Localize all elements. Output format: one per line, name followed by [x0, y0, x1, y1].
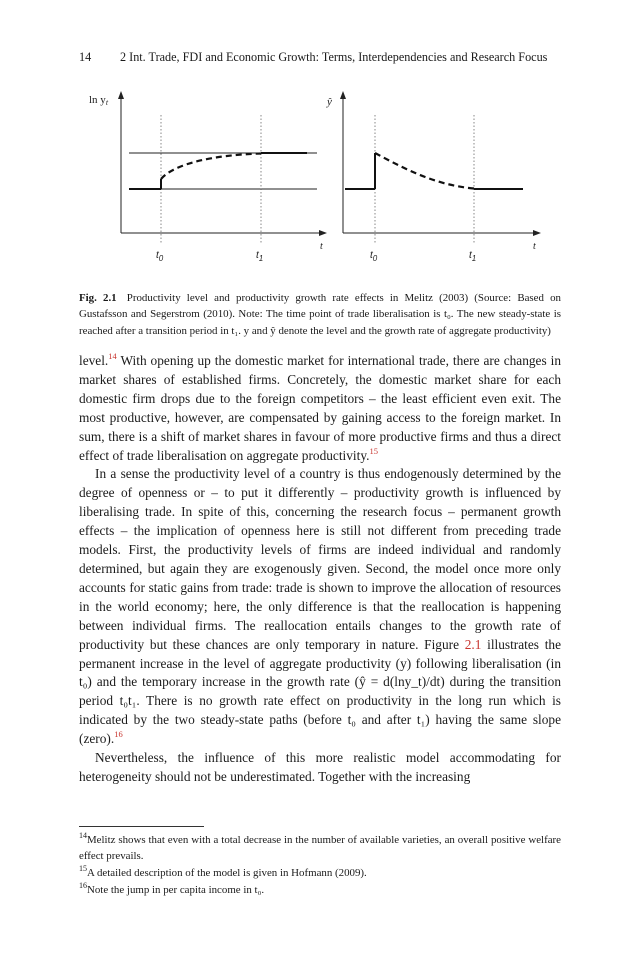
left-t0-label: $t_0$	[156, 250, 164, 263]
figure-svg	[75, 85, 565, 270]
paragraph-2	[79, 465, 561, 749]
left-y-arrow-icon	[118, 91, 124, 99]
footnote-15	[79, 865, 561, 881]
body-text	[79, 352, 561, 787]
footnote-num: 14	[79, 831, 87, 840]
right-t0-label: $t_0$	[370, 250, 378, 263]
figure-2-1	[75, 85, 565, 270]
running-title: 2 Int. Trade, FDI and Economic Growth: Terms, Interdependencies and Research Focus	[120, 50, 548, 64]
footnote-num: 15	[79, 864, 87, 873]
p1-text: With opening up the domestic market for international trade, there are changes in market shares of established firms. Concretely, the domestic market share for each domestic firm drops due to the foreign competitors – the least efficient even exit. The most productive, however, are compensated by gaining access to the foreign market. In sum, there is a shift of market shares in favour of more productive firms and thus a direct effect of trade liberalisation on aggregate productivity.	[79, 353, 561, 463]
left-x-label: t	[320, 241, 323, 252]
left-x-arrow-icon	[319, 230, 327, 236]
left-transition-path	[161, 154, 261, 180]
paragraph-3: Nevertheless, the influence of this more realistic model accommodating for heterogeneity should not be underestimated. Together with the increasing	[79, 750, 561, 784]
left-t1-label: $t_1$	[256, 250, 264, 263]
footnote-ref-14[interactable]: 14	[108, 351, 117, 361]
page-number: 14	[79, 50, 92, 64]
right-x-label: t	[533, 241, 536, 252]
footnotes	[79, 832, 561, 899]
footnote-ref-16[interactable]: 16	[114, 729, 123, 740]
right-t1-label: $t_1$	[469, 250, 477, 263]
footnote-14	[79, 832, 561, 864]
footnote-16	[79, 882, 561, 898]
right-transition-path	[375, 153, 474, 189]
figure-caption	[79, 290, 561, 339]
figure-ref-link[interactable]: 2.1	[464, 636, 482, 652]
right-x-arrow-icon	[533, 230, 541, 236]
figure-label: Fig. 2.1	[79, 292, 117, 304]
footnote-text: Note the jump in per capita income in t₀.	[87, 884, 265, 896]
p2-text-b: illustrates the permanent increase in the level of aggregate productivity (y) following liberalisation (in t₀) and the temporary increase in the growth rate (ŷ = d(lny_t)/dt) during the transition period t₀t₁. There is no growth rate effect on productivity in the long run which is indicated by the two steady-state paths (before t₀ and after t₁) having the same slope (zero).	[79, 636, 561, 747]
right-panel	[326, 91, 541, 263]
left-panel	[89, 91, 327, 263]
paragraph-1	[79, 352, 561, 465]
right-y-arrow-icon	[340, 91, 346, 99]
right-y-label: ŷ	[327, 96, 332, 108]
footnote-ref-15[interactable]: 15	[369, 445, 378, 456]
footnote-text: A detailed description of the model is given in Hofmann (2009).	[87, 867, 367, 879]
p1-start: level.	[79, 353, 109, 368]
footnote-num: 16	[79, 881, 87, 890]
caption-text: Productivity level and productivity growth rate effects in Melitz (2003) (Source: Based on Gustafsson and Segerstrom (2010). Note: The time point of trade liberalisation is t₀. The new steady-state is reached after a transition period in t₁. y and ŷ denote the level and the growth rate of aggregate productivity)	[79, 292, 561, 337]
footnote-rule	[79, 826, 204, 827]
left-y-label: ln yt	[89, 94, 109, 107]
footnote-text: Melitz shows that even with a total decrease in the number of available varieties, an overall positive welfare effect prevails.	[79, 834, 561, 862]
p2-text-a: In a sense the productivity level of a country is thus endogenously determined by the degree of openness or – to put it differently – productivity growth is influenced by liberalising trade. In spite of this, concerning the research focus – permanent growth effects – the implication of openness here is still not different from preceding trade models. First, the productivity levels of firms are indeed individual and randomly determined, but again they are exogenously given. Second, the model once more only accounts for static gains from trade: trade is shown to improve the allocation of resources in the world economy; here, the only difference is that the reallocation is happening between individual firms. The reallocation entails changes to the growth rate of productivity but these chances are only temporary in nature. Figure	[79, 466, 561, 652]
